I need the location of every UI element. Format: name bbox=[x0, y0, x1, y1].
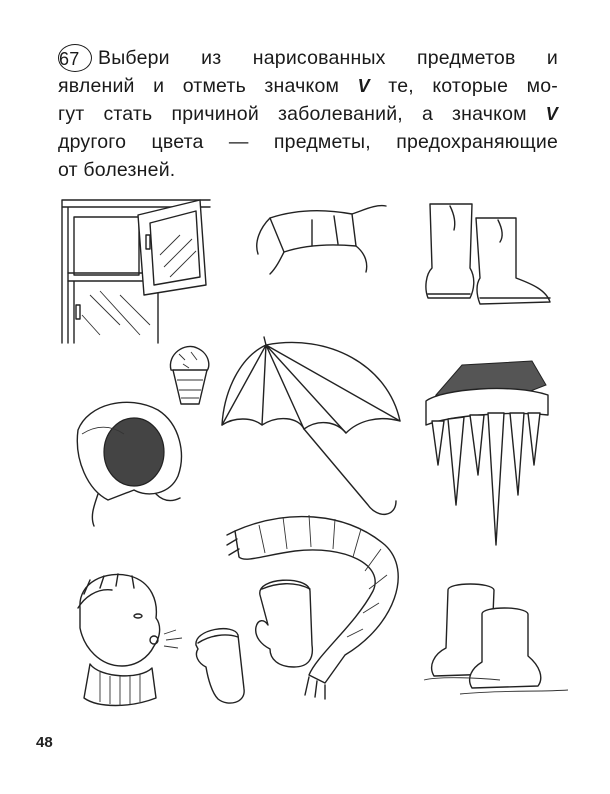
umbrella-drawing bbox=[218, 335, 413, 525]
check-mark-icon: V bbox=[357, 76, 370, 96]
mittens-drawing bbox=[190, 575, 330, 710]
task-line-5: от болезней. bbox=[58, 159, 176, 181]
winter-hat-drawing bbox=[68, 390, 193, 530]
headscarf-drawing bbox=[250, 198, 390, 278]
task-line-2b-text: те, которые мо- bbox=[388, 75, 558, 97]
icicles-drawing bbox=[422, 355, 552, 555]
task-line-1-text: Выбери из нарисованных предметов и bbox=[98, 47, 558, 69]
open-window-drawing bbox=[60, 195, 215, 345]
task-number-badge: 67 bbox=[58, 44, 92, 72]
page-number: 48 bbox=[36, 734, 53, 751]
task-text bbox=[58, 44, 558, 184]
check-mark-icon-2: V bbox=[545, 104, 558, 124]
boy-sneezing-drawing bbox=[60, 568, 195, 708]
felt-boots-drawing bbox=[420, 580, 570, 700]
task-line-2a-text: явлений и отметь значком bbox=[58, 75, 340, 97]
task-line-1 bbox=[58, 44, 558, 72]
task-line-3-text: гут стать причиной заболеваний, а значком bbox=[58, 103, 527, 125]
task-line-4: другого цвета — предметы, предохраняющие bbox=[58, 131, 558, 153]
task-line-3 bbox=[58, 100, 558, 128]
rubber-boots-drawing bbox=[420, 198, 560, 313]
task-line-2 bbox=[58, 72, 558, 100]
